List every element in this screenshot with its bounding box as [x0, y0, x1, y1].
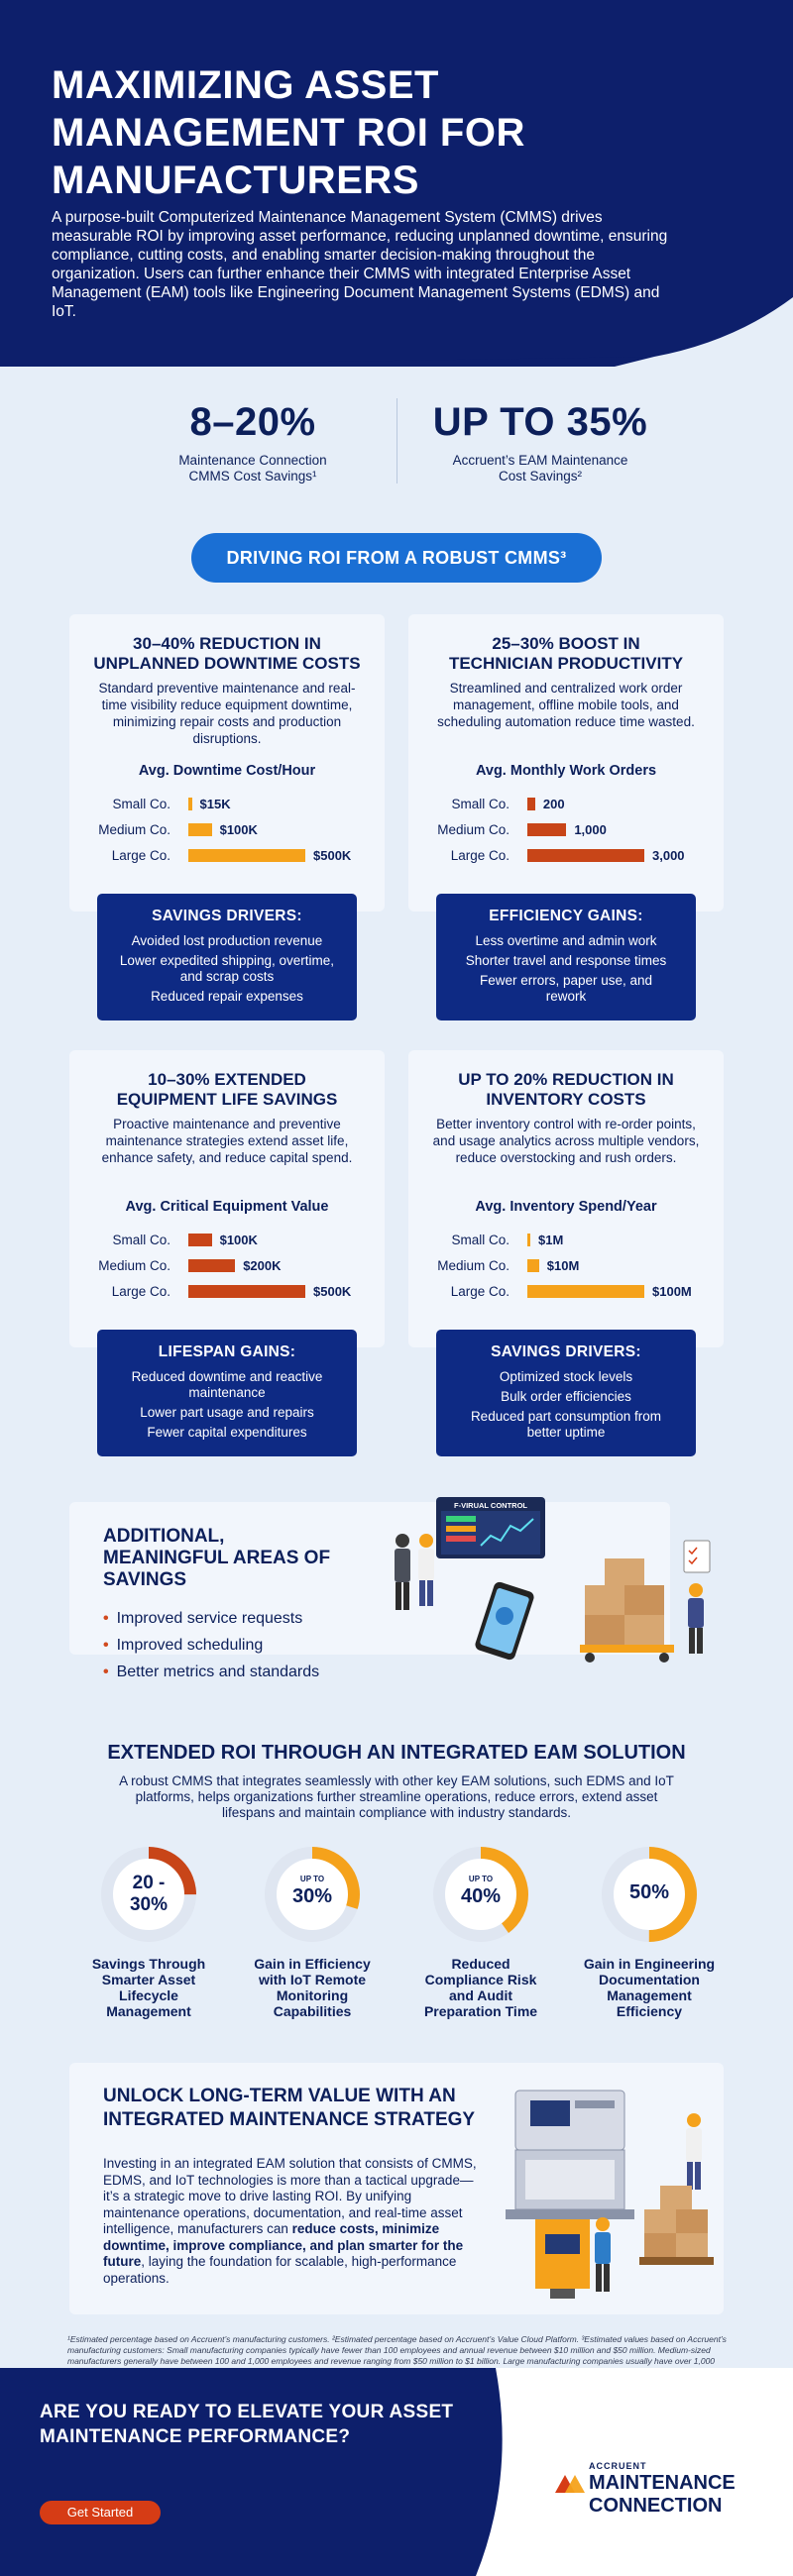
bar-value: $10M	[546, 1258, 580, 1273]
bar	[188, 798, 192, 810]
list-item: Reduced repair expenses	[151, 989, 303, 1004]
list-item: Optimized stock levels	[499, 1369, 633, 1384]
chart-title: Avg. Downtime Cost/Hour	[138, 763, 316, 779]
bar-row	[408, 846, 724, 866]
bar-value: $500K	[313, 1284, 352, 1299]
brand-logo[interactable]	[553, 2461, 771, 2524]
bar-row	[408, 795, 724, 814]
card-title: 30–40% REDUCTION IN UNPLANNED DOWNTIME COSTS	[93, 634, 361, 673]
list-item: Fewer capital expenditures	[147, 1425, 307, 1440]
bar-label: Large Co.	[111, 848, 170, 863]
bar-value: $100M	[652, 1284, 692, 1299]
stat-eam-savings	[416, 400, 664, 484]
bar-label: Large Co.	[450, 848, 510, 863]
bar-value: $200K	[243, 1258, 282, 1273]
logo-line-2: CONNECTION	[589, 2495, 723, 2517]
chart-title: Avg. Inventory Spend/Year	[475, 1199, 657, 1215]
list-item: Reduced part consumption from better uptime	[470, 1409, 662, 1440]
unlock-body: Investing in an integrated EAM solution that consists of CMMS, EDMS, and IoT technologies is more than a tactical upgrade—it’s a strategic move to drive lasting ROI. By unifying maintenance operations, documentation, and real-time asset intelligence, manufacturers can reduce costs, minimize downtime, improve compliance, and plan smarter for the future, laying the foundation for scalable, high-performance operations.	[103, 2156, 477, 2286]
unlock-title: UNLOCK LONG-TERM VALUE WITH AN INTEGRATED MAINTENANCE STRATEGY	[103, 2086, 476, 2130]
bar-label: Small Co.	[112, 1233, 170, 1247]
bar	[188, 823, 212, 836]
drivers-title: SAVINGS DRIVERS:	[152, 908, 302, 924]
ring-caption: Savings Through Smarter Asset Lifecycle Management	[91, 1956, 206, 2019]
bar-row	[69, 795, 385, 814]
ring-value: 20 - 30%	[129, 1873, 169, 1915]
card-title: 10–30% EXTENDED EQUIPMENT LIFE SAVINGS	[116, 1070, 338, 1109]
stat-label: Accruent’s EAM Maintenance Cost Savings²	[452, 453, 628, 483]
bar-label: Large Co.	[111, 1284, 170, 1299]
cta-title: ARE YOU READY TO ELEVATE YOUR ASSET MAINTENANCE PERFORMANCE?	[40, 2402, 454, 2447]
list-item: • Improved scheduling	[103, 1637, 264, 1654]
drivers-box	[97, 894, 357, 1020]
bar-label: Large Co.	[450, 1284, 510, 1299]
bar-label: Medium Co.	[98, 822, 170, 837]
chart-title: Avg. Monthly Work Orders	[475, 763, 657, 779]
card-text: Proactive maintenance and preventive maintenance strategies extend asset life, enhance safety, and reduce capital spend.	[101, 1117, 353, 1165]
bar-row	[408, 1282, 724, 1302]
roi-card	[408, 614, 724, 912]
bar-label: Medium Co.	[437, 1258, 510, 1273]
list-item: Shorter travel and response times	[465, 953, 667, 968]
bar	[527, 1285, 644, 1298]
list-item: Lower part usage and repairs	[140, 1405, 314, 1420]
bar-row	[408, 1256, 724, 1276]
bar-row	[408, 820, 724, 840]
list-item: Less overtime and admin work	[475, 933, 657, 948]
drivers-box	[436, 894, 696, 1020]
bar	[527, 798, 535, 810]
bar-value: $1M	[538, 1233, 564, 1247]
bar	[527, 1234, 530, 1246]
factory-illustration	[496, 2051, 724, 2318]
stat-divider	[396, 398, 397, 483]
bullet-icon: •	[103, 1637, 109, 1654]
roi-card	[408, 1050, 724, 1347]
bar-label: Small Co.	[451, 1233, 510, 1247]
bar-row	[69, 1231, 385, 1250]
list-item: Avoided lost production revenue	[131, 933, 323, 948]
bar-row	[69, 1256, 385, 1276]
bar	[188, 1234, 212, 1246]
bar	[527, 1259, 539, 1272]
bar-label: Medium Co.	[98, 1258, 170, 1273]
bar-value: 3,000	[652, 848, 685, 863]
bar-row	[408, 1231, 724, 1250]
list-item: • Better metrics and standards	[103, 1664, 320, 1680]
drivers-box	[97, 1330, 357, 1456]
bar-label: Small Co.	[451, 797, 510, 811]
bar-value: 1,000	[574, 822, 607, 837]
bullet-icon: •	[103, 1664, 109, 1680]
bar-value: $500K	[313, 848, 352, 863]
ring-caption: Gain in Efficiency with IoT Remote Monitoring Capabilities	[254, 1956, 371, 2019]
list-item: Reduced downtime and reactive maintenance	[131, 1369, 323, 1400]
ring-prefix: UP TO	[468, 1875, 494, 1883]
bar-row	[69, 820, 385, 840]
card-text: Standard preventive maintenance and real-time visibility reduce equipment downtime, minimizing repair costs and production disruptions.	[98, 681, 356, 746]
get-started-button[interactable]: Get Started	[40, 2501, 161, 2524]
page-title: MAXIMIZING ASSET MANAGEMENT ROI FOR MANUFACTURERS	[52, 63, 525, 202]
list-item: Bulk order efficiencies	[501, 1389, 631, 1404]
card-text: Better inventory control with re-order points, and usage analytics across multiple vendors, reduce overstocking and rush orders.	[432, 1117, 700, 1165]
stat-label: Maintenance Connection CMMS Cost Savings¹	[178, 453, 327, 483]
list-item: Fewer errors, paper use, and rework	[479, 973, 653, 1004]
bar-row	[69, 846, 385, 866]
additional-list	[103, 1605, 319, 1685]
ring-caption: Gain in Engineering Documentation Management Efficiency	[583, 1956, 716, 2019]
roi-card	[69, 1050, 385, 1347]
bar-value: $15K	[199, 797, 231, 811]
roi-card	[69, 614, 385, 912]
drivers-title: SAVINGS DRIVERS:	[491, 1343, 641, 1360]
bar-value: $100K	[219, 1233, 258, 1247]
logo-mark-icon	[553, 2471, 585, 2495]
drivers-title: EFFICIENCY GAINS:	[489, 908, 643, 924]
bar-value: $100K	[219, 822, 258, 837]
ring-value: UP TO 40%	[431, 1875, 530, 1908]
bar-label: Medium Co.	[437, 822, 510, 837]
additional-title: ADDITIONAL, MEANINGFUL AREAS OF SAVINGS	[103, 1526, 331, 1590]
bullet-icon: •	[103, 1610, 109, 1627]
stat-value: 8–20%	[189, 400, 316, 444]
bar	[527, 823, 566, 836]
bar-value: 200	[542, 797, 565, 811]
footnotes: ¹Estimated percentage based on Accruent’s manufacturing customers. ²Estimated percentage based on Accruent’s Value Cloud Platform. ³Estimated values based on Accruent’s manufacturing customers: Small manufacturing companies typically have fewer than 100 employees and annual revenue between $10 million and $50 million. Medium-sized manufacturers generally have between 100 and 1,000 employees and revenue ranging from $50 million to $1 billion. Large manufacturing companies usually have over 1,000	[67, 2334, 727, 2366]
bar	[188, 849, 305, 862]
card-text: Streamlined and centralized work order management, offline mobile tools, and scheduling automation reduce time wasted.	[437, 681, 695, 729]
logo-line-1: MAINTENANCE	[589, 2472, 736, 2494]
bar	[527, 849, 644, 862]
bar-row	[69, 1282, 385, 1302]
list-item: Lower expedited shipping, overtime, and scrap costs	[119, 953, 335, 984]
card-title: 25–30% BOOST IN TECHNICIAN PRODUCTIVITY	[448, 634, 684, 673]
logo-top-text: ACCRUENT	[589, 2461, 647, 2471]
ring-caption: Reduced Compliance Risk and Audit Preparation Time	[423, 1956, 538, 2019]
stat-cmms-savings	[149, 400, 357, 484]
screen-label: F-VIRUAL CONTROL	[453, 1501, 528, 1510]
ring-prefix: UP TO	[299, 1875, 325, 1883]
drivers-box	[436, 1330, 696, 1456]
card-title: UP TO 20% REDUCTION IN INVENTORY COSTS	[458, 1070, 674, 1109]
eam-description: A robust CMMS that integrates seamlessly with other key EAM solutions, such EDMS and IoT platforms, helps organizations further streamline operations, reduce errors, extend asset lifespans and maintain compliance with industry standards.	[119, 1773, 674, 1820]
bar-label: Small Co.	[112, 797, 170, 811]
ring-value: UP TO 30%	[263, 1875, 362, 1908]
control-room-illustration	[387, 1491, 734, 1674]
ring-value: 50%	[628, 1881, 670, 1903]
page-description: A purpose-built Computerized Maintenance Management System (CMMS) drives measurable ROI by improving asset performance, reducing unplanned downtime, ensuring compliance, cutting costs, and enabling smarter decision-making throughout the organization. Users can further enhance their CMMS with integrated Enterprise Asset Management (EAM) tools like Engineering Document Management Systems (EDMS) and IoT.	[52, 209, 668, 320]
bar	[188, 1285, 305, 1298]
drivers-title: LIFESPAN GAINS:	[158, 1343, 296, 1360]
eam-title: EXTENDED ROI THROUGH AN INTEGRATED EAM SOLUTION	[107, 1742, 686, 1764]
section-pill-driving-roi: DRIVING ROI FROM A ROBUST CMMS³	[191, 533, 602, 583]
stat-value: UP TO 35%	[432, 400, 648, 444]
list-item: • Improved service requests	[103, 1610, 303, 1627]
bar	[188, 1259, 235, 1272]
chart-title: Avg. Critical Equipment Value	[125, 1199, 329, 1215]
